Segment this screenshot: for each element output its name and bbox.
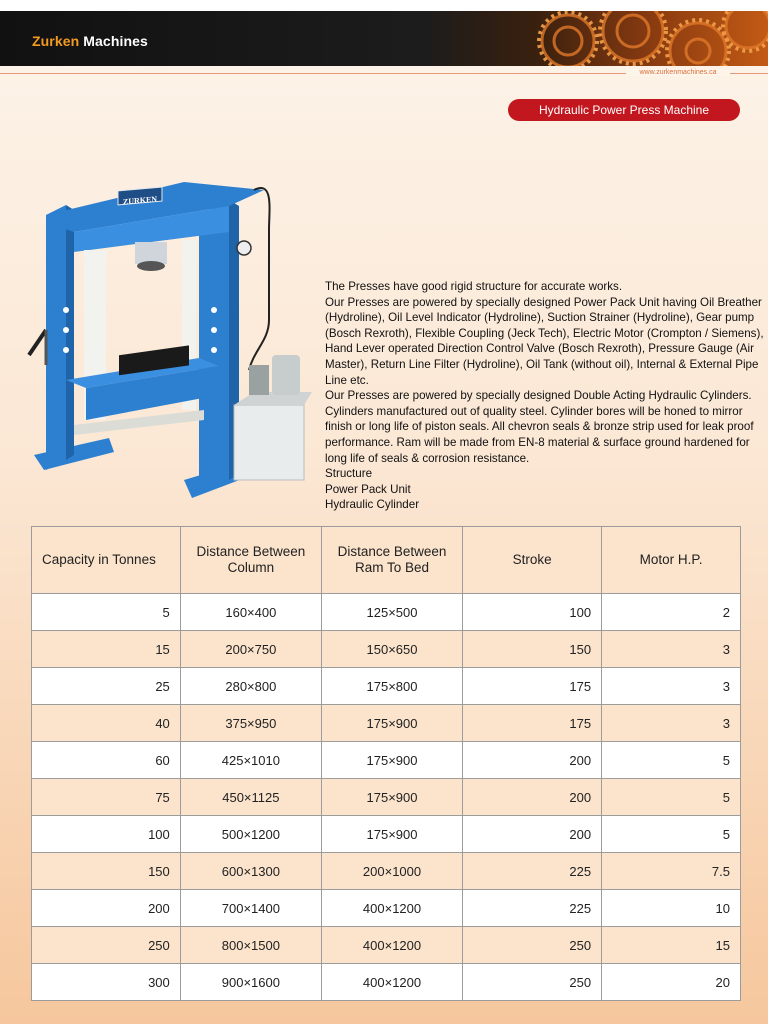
stroke-cell: 175	[463, 668, 602, 705]
description-line: Hydraulic Cylinder	[325, 498, 420, 512]
motor-hp-cell: 10	[602, 890, 741, 927]
table-row	[32, 705, 741, 742]
page-header	[0, 11, 768, 66]
table-header-row	[32, 527, 741, 594]
description-line: Structure	[325, 467, 373, 481]
column-distance-cell: 375×950	[180, 705, 321, 742]
hydraulic-press-illustration	[14, 170, 314, 510]
stroke-cell: 250	[463, 927, 602, 964]
ram-bed-distance-cell: 400×1200	[321, 890, 462, 927]
column-distance-cell: 200×750	[180, 631, 321, 668]
stroke-cell: 250	[463, 964, 602, 1001]
motor-hp-cell: 3	[602, 668, 741, 705]
brand-name-part2: Machines	[83, 33, 148, 49]
stroke-cell: 225	[463, 890, 602, 927]
specifications-table	[31, 526, 741, 1001]
capacity-cell: 5	[32, 594, 181, 631]
capacity-cell: 60	[32, 742, 181, 779]
stroke-cell: 150	[463, 631, 602, 668]
stroke-cell: 200	[463, 742, 602, 779]
table-row	[32, 890, 741, 927]
motor-hp-cell: 2	[602, 594, 741, 631]
description-line: Our Presses are powered by specially designed Double Acting Hydraulic Cylinders. Cylinders manufactured out of quality steel. Cylinder bores will be honed to mirror finish or long life of piston seals. All chevron seals & bronze strip used for leak proof performance. Ram will be made from EN-8 material & surface ground hardened for long life of seals & corrosion resistance.	[325, 389, 754, 465]
motor-hp-cell: 20	[602, 964, 741, 1001]
stroke-cell: 100	[463, 594, 602, 631]
description-line: Our Presses are powered by specially designed Power Pack Unit having Oil Breather (Hydroline), Oil Level Indicator (Hydroline), Suction Strainer (Hydroline), Gear pump (Bosch Rexroth), Flexible Coupling (Jeck Tech), Electric Motor (Crompton / Siemens), Hand Lever operated Direction Control Valve (Bosch Rexroth), Pressure Gauge (Air Master), Return Line Filter (Hydroline), Oil Tank (without oil), Internal & External Pipe Line etc.	[325, 295, 764, 387]
description-line: The Presses have good rigid structure for accurate works.	[325, 280, 623, 293]
ram-bed-distance-cell: 150×650	[321, 631, 462, 668]
table-row	[32, 631, 741, 668]
brand-name-part1: Zurken	[32, 33, 80, 49]
website-url: www.zurkenmachines.ca	[626, 69, 730, 76]
column-distance-cell: 425×1010	[180, 742, 321, 779]
ram-bed-distance-cell: 400×1200	[321, 927, 462, 964]
capacity-cell: 200	[32, 890, 181, 927]
header-distance-ram-to-bed: Distance Between Ram To Bed	[321, 527, 462, 594]
header-distance-between-column: Distance Between Column	[180, 527, 321, 594]
column-distance-cell: 160×400	[180, 594, 321, 631]
ram-bed-distance-cell: 125×500	[321, 594, 462, 631]
capacity-cell: 300	[32, 964, 181, 1001]
ram-bed-distance-cell: 175×800	[321, 668, 462, 705]
table-row	[32, 927, 741, 964]
capacity-cell: 40	[32, 705, 181, 742]
stroke-cell: 200	[463, 779, 602, 816]
motor-hp-cell: 5	[602, 742, 741, 779]
column-distance-cell: 800×1500	[180, 927, 321, 964]
column-distance-cell: 450×1125	[180, 779, 321, 816]
ram-bed-distance-cell: 400×1200	[321, 964, 462, 1001]
description-line: Power Pack Unit	[325, 482, 411, 496]
motor-hp-cell: 3	[602, 631, 741, 668]
top-strip	[0, 0, 768, 11]
ram-bed-distance-cell: 175×900	[321, 779, 462, 816]
header-capacity: Capacity in Tonnes	[32, 527, 181, 594]
motor-hp-cell: 5	[602, 779, 741, 816]
product-description	[325, 279, 765, 513]
brand-logo	[32, 33, 148, 49]
table-row	[32, 853, 741, 890]
ram-bed-distance-cell: 175×900	[321, 816, 462, 853]
motor-hp-cell: 7.5	[602, 853, 741, 890]
gears-illustration	[448, 11, 768, 66]
table-row	[32, 594, 741, 631]
capacity-cell: 150	[32, 853, 181, 890]
header-motor-hp: Motor H.P.	[602, 527, 741, 594]
column-distance-cell: 600×1300	[180, 853, 321, 890]
table-row	[32, 964, 741, 1001]
product-title-badge: Hydraulic Power Press Machine	[508, 99, 740, 121]
table-row	[32, 779, 741, 816]
column-distance-cell: 700×1400	[180, 890, 321, 927]
motor-hp-cell: 3	[602, 705, 741, 742]
machine-nameplate: ZURKEN	[122, 194, 158, 207]
capacity-cell: 100	[32, 816, 181, 853]
column-distance-cell: 500×1200	[180, 816, 321, 853]
stroke-cell: 225	[463, 853, 602, 890]
column-distance-cell: 280×800	[180, 668, 321, 705]
motor-hp-cell: 5	[602, 816, 741, 853]
table-row	[32, 668, 741, 705]
table-row	[32, 742, 741, 779]
ram-bed-distance-cell: 175×900	[321, 705, 462, 742]
capacity-cell: 15	[32, 631, 181, 668]
ram-bed-distance-cell: 175×900	[321, 742, 462, 779]
capacity-cell: 75	[32, 779, 181, 816]
stroke-cell: 200	[463, 816, 602, 853]
ram-bed-distance-cell: 200×1000	[321, 853, 462, 890]
capacity-cell: 25	[32, 668, 181, 705]
table-row	[32, 816, 741, 853]
column-distance-cell: 900×1600	[180, 964, 321, 1001]
capacity-cell: 250	[32, 927, 181, 964]
header-stroke: Stroke	[463, 527, 602, 594]
stroke-cell: 175	[463, 705, 602, 742]
motor-hp-cell: 15	[602, 927, 741, 964]
